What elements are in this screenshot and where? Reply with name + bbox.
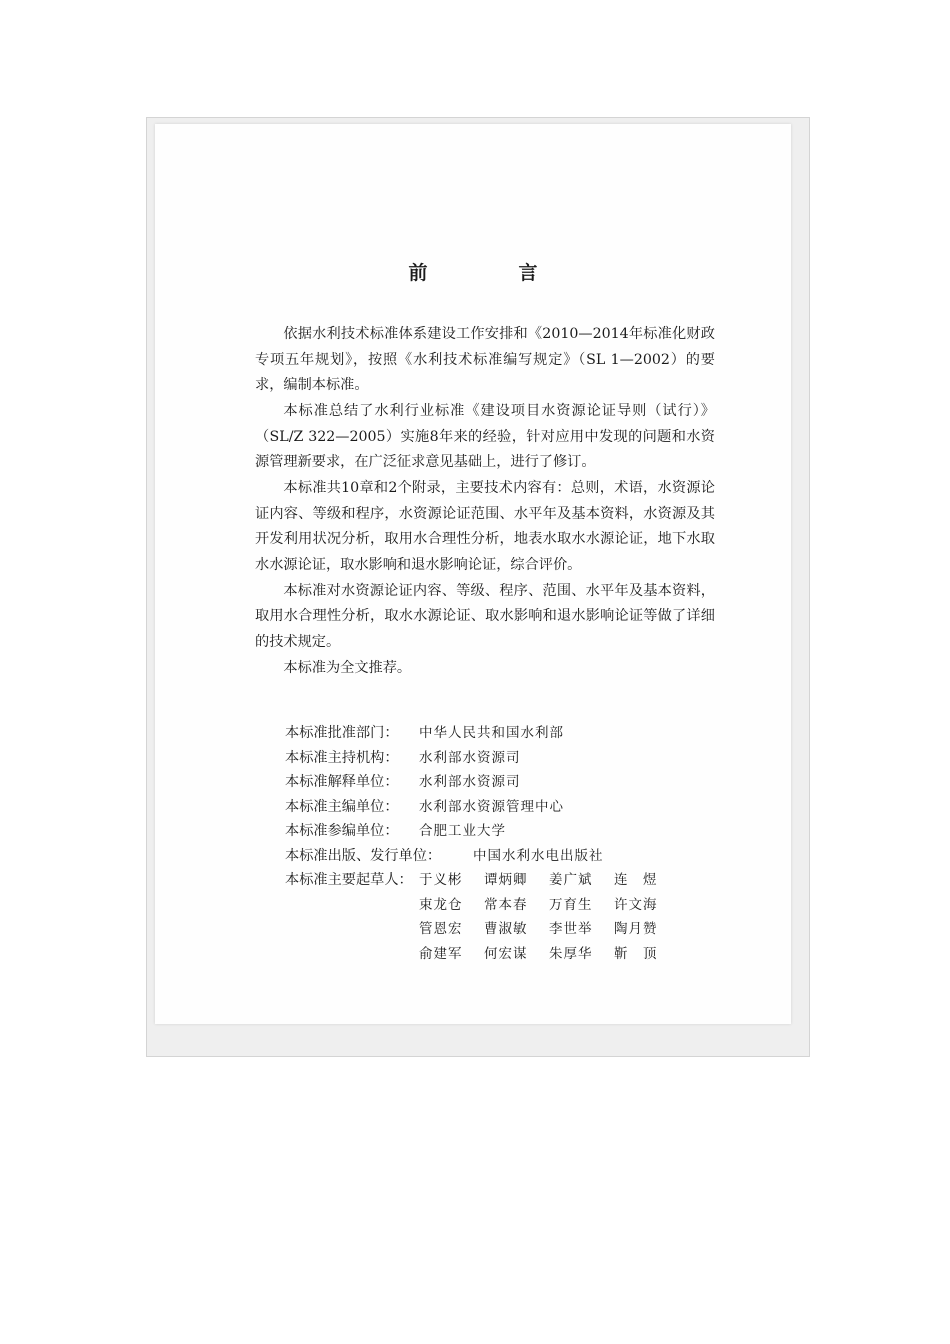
drafters-line (419, 868, 679, 893)
info-value: 合肥工业大学 (419, 823, 506, 839)
drafters-label: 本标准主要起草人： (285, 872, 413, 888)
info-value: 中国水利水电出版社 (473, 847, 604, 864)
info-label: 本标准解释单位： (285, 774, 399, 790)
info-row (285, 770, 679, 795)
drafter-name: 曹淑敏 (484, 921, 528, 937)
drafter-name: 何宏谋 (484, 945, 528, 962)
info-label: 本标准出版、发行单位： (285, 847, 442, 864)
drafter-name: 陶月赞 (614, 921, 658, 937)
paragraph: 本标准对水资源论证内容、等级、程序、范围、水平年及基本资料，取用水合理性分析，取水水源论证、取水影响和退水影响论证等做了详细的技术规定。 (255, 582, 715, 650)
standard-info (285, 721, 679, 966)
drafter-name: 束龙仓 (419, 896, 463, 913)
document-page (155, 124, 791, 1024)
info-label: 本标准主持机构： (285, 749, 399, 766)
info-row (285, 721, 679, 746)
drafter-name: 谭炳卿 (484, 872, 528, 888)
drafter-name: 常本春 (484, 896, 528, 913)
drafter-name: 连 煜 (614, 872, 658, 888)
info-value: 水利部水资源司 (419, 774, 521, 790)
drafter-name: 万育生 (549, 896, 593, 913)
drafter-name: 许文海 (614, 896, 658, 913)
info-row (285, 746, 679, 771)
drafter-name: 管恩宏 (419, 921, 463, 937)
drafter-name: 朱厚华 (549, 945, 593, 962)
page-title: 前 言 (408, 262, 574, 284)
drafter-name: 俞建军 (419, 945, 463, 962)
drafters-list (419, 868, 679, 966)
drafter-name: 姜广斌 (549, 872, 593, 888)
info-label: 本标准批准部门： (285, 725, 399, 741)
info-label: 本标准主编单位： (285, 798, 399, 815)
scanned-page-frame (146, 117, 810, 1057)
info-value: 水利部水资源管理中心 (419, 798, 564, 815)
drafter-name: 李世举 (549, 921, 593, 937)
info-label: 本标准参编单位： (285, 823, 399, 839)
paragraph: 本标准总结了水利行业标准《建设项目水资源论证导则（试行）》（SL/Z 322—2005）实施8年来的经验，针对应用中发现的问题和水资源管理新要求，在广泛征求意见基础上，进行了修订。 (255, 403, 715, 470)
info-row (285, 795, 679, 820)
info-value: 水利部水资源司 (419, 749, 521, 766)
paragraph: 依据水利技术标准体系建设工作安排和《2010—2014年标准化财政专项五年规划》，按照《水利技术标准编写规定》（SL 1—2002）的要求，编制本标准。 (255, 326, 715, 393)
drafter-name: 于义彬 (419, 872, 463, 888)
drafter-name: 靳 顶 (614, 945, 658, 962)
paragraph: 本标准为全文推荐。 (283, 659, 412, 676)
drafters-row (285, 868, 679, 966)
drafters-line (419, 942, 679, 967)
preface-body (255, 322, 715, 682)
paragraph: 本标准共10章和2个附录，主要技术内容有：总则，术语，水资源论证内容、等级和程序，水资源论证范围、水平年及基本资料，水资源及其开发利用状况分析，取用水合理性分析，地表水取水水源论证，地下水取水水源论证，取水影响和退水影响论证，综合评价。 (255, 480, 715, 573)
info-row (285, 844, 679, 869)
drafters-line (419, 893, 679, 918)
drafters-line (419, 917, 679, 942)
info-value: 中华人民共和国水利部 (419, 725, 564, 741)
info-row (285, 819, 679, 844)
